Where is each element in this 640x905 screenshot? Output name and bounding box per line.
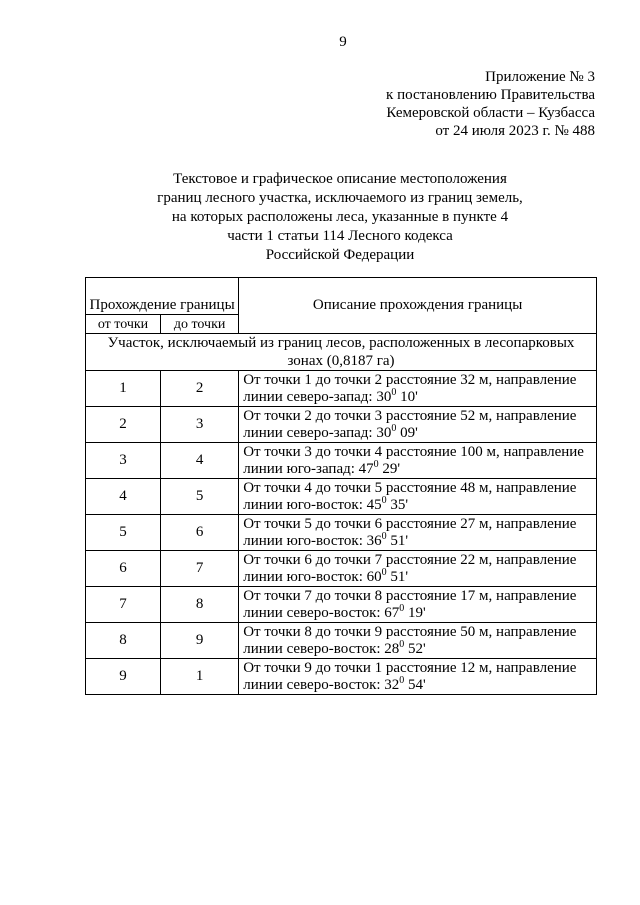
- degree-sign: 0: [391, 422, 397, 434]
- from-point-cell: 6: [86, 551, 161, 587]
- from-point-cell: 7: [86, 587, 161, 623]
- title-line: Текстовое и графическое описание местоположения: [173, 171, 507, 187]
- appendix-block: [386, 68, 595, 140]
- title-line: границ лесного участка, исключаемого из границ земель,: [157, 190, 523, 206]
- degree-sign: 0: [399, 674, 405, 686]
- direction-line: [243, 422, 592, 442]
- table-row: [86, 443, 597, 479]
- degree-sign: 0: [399, 638, 405, 650]
- description-line: От точки 1 до точки 2 расстояние 32 м, направление: [243, 371, 577, 388]
- direction-text: линии юго-восток: 45: [243, 496, 382, 513]
- degree-sign: 0: [381, 566, 387, 578]
- degree-sign: 0: [381, 494, 387, 506]
- appendix-line: от 24 июля 2023 г. № 488: [435, 123, 595, 139]
- section-row: [86, 334, 597, 371]
- direction-text: линии северо-восток: 32: [243, 676, 400, 693]
- degree-sign: 0: [399, 602, 405, 614]
- direction-text: линии северо-восток: 28: [243, 640, 400, 657]
- description-cell: [239, 587, 597, 623]
- description-cell: [239, 479, 597, 515]
- degree-sign: 0: [381, 530, 387, 542]
- direction-text: линии северо-восток: 67: [243, 604, 400, 621]
- table-row: [86, 659, 597, 695]
- table-row: [86, 407, 597, 443]
- minutes-text: 19': [404, 604, 426, 621]
- description-line: От точки 2 до точки 3 расстояние 52 м, направление: [243, 407, 577, 424]
- minutes-text: 54': [404, 676, 426, 693]
- direction-text: линии юго-запад: 47: [243, 460, 374, 477]
- degree-sign: 0: [391, 386, 397, 398]
- to-point-cell: 5: [161, 479, 239, 515]
- to-point-cell: 4: [161, 443, 239, 479]
- direction-line: [243, 458, 592, 478]
- direction-text: линии юго-восток: 36: [243, 532, 382, 549]
- from-point-cell: 4: [86, 479, 161, 515]
- to-point-cell: 8: [161, 587, 239, 623]
- direction-text: линии северо-запад: 30: [243, 388, 392, 405]
- from-point-cell: 5: [86, 515, 161, 551]
- direction-line: [243, 530, 592, 550]
- appendix-line: Приложение № 3: [485, 69, 595, 85]
- direction-text: линии северо-запад: 30: [243, 424, 392, 441]
- description-cell: [239, 371, 597, 407]
- table-row: [86, 551, 597, 587]
- from-point-cell: 2: [86, 407, 161, 443]
- to-point-cell: 9: [161, 623, 239, 659]
- direction-line: [243, 602, 592, 622]
- to-point-cell: 2: [161, 371, 239, 407]
- direction-line: [243, 494, 592, 514]
- minutes-text: 51': [386, 568, 409, 585]
- section-title: Участок, исключаемый из границ лесов, расположенных в лесопарковых зонах (0,8187 га): [86, 334, 597, 371]
- boundary-table: [85, 277, 597, 695]
- description-cell: [239, 659, 597, 695]
- minutes-text: 52': [404, 640, 426, 657]
- table-row: [86, 479, 597, 515]
- description-cell: [239, 515, 597, 551]
- minutes-text: 29': [378, 460, 401, 477]
- description-cell: [239, 407, 597, 443]
- description-cell: [239, 623, 597, 659]
- to-point-cell: 6: [161, 515, 239, 551]
- minutes-text: 35': [386, 496, 409, 513]
- title-line: на которых расположены леса, указанные в пункте 4: [171, 209, 509, 225]
- table-row: [86, 515, 597, 551]
- to-point-cell: 1: [161, 659, 239, 695]
- title-line: Российской Федерации: [265, 247, 415, 263]
- description-line: От точки 4 до точки 5 расстояние 48 м, направление: [243, 479, 577, 496]
- to-point-cell: 7: [161, 551, 239, 587]
- direction-line: [243, 566, 592, 586]
- direction-line: [243, 674, 592, 694]
- table-row: [86, 587, 597, 623]
- description-cell: [239, 443, 597, 479]
- header-passage: Прохождение границы: [86, 278, 239, 315]
- description-line: От точки 9 до точки 1 расстояние 12 м, направление: [243, 659, 577, 676]
- table-row: [86, 371, 597, 407]
- description-line: От точки 5 до точки 6 расстояние 27 м, направление: [243, 515, 577, 532]
- description-line: От точки 8 до точки 9 расстояние 50 м, направление: [243, 623, 577, 640]
- table-header-row: [86, 278, 597, 315]
- header-to-point: до точки: [161, 315, 239, 334]
- direction-line: [243, 386, 592, 406]
- minutes-text: 09': [396, 424, 418, 441]
- document-title: [100, 170, 580, 265]
- description-cell: [239, 551, 597, 587]
- header-description: Описание прохождения границы: [239, 278, 597, 334]
- description-line: От точки 3 до точки 4 расстояние 100 м, направление: [243, 443, 584, 460]
- from-point-cell: 1: [86, 371, 161, 407]
- page-number: 9: [339, 34, 347, 50]
- table-row: [86, 623, 597, 659]
- title-line: части 1 статьи 114 Лесного кодекса: [227, 228, 453, 244]
- from-point-cell: 8: [86, 623, 161, 659]
- degree-sign: 0: [373, 458, 379, 470]
- minutes-text: 10': [396, 388, 418, 405]
- description-line: От точки 6 до точки 7 расстояние 22 м, направление: [243, 551, 577, 568]
- description-line: От точки 7 до точки 8 расстояние 17 м, направление: [243, 587, 577, 604]
- direction-line: [243, 638, 592, 658]
- from-point-cell: 9: [86, 659, 161, 695]
- header-from-point: от точки: [86, 315, 161, 334]
- from-point-cell: 3: [86, 443, 161, 479]
- direction-text: линии юго-восток: 60: [243, 568, 382, 585]
- minutes-text: 51': [386, 532, 409, 549]
- appendix-line: к постановлению Правительства: [386, 87, 595, 103]
- to-point-cell: 3: [161, 407, 239, 443]
- appendix-line: Кемеровской области – Кузбасса: [386, 105, 595, 121]
